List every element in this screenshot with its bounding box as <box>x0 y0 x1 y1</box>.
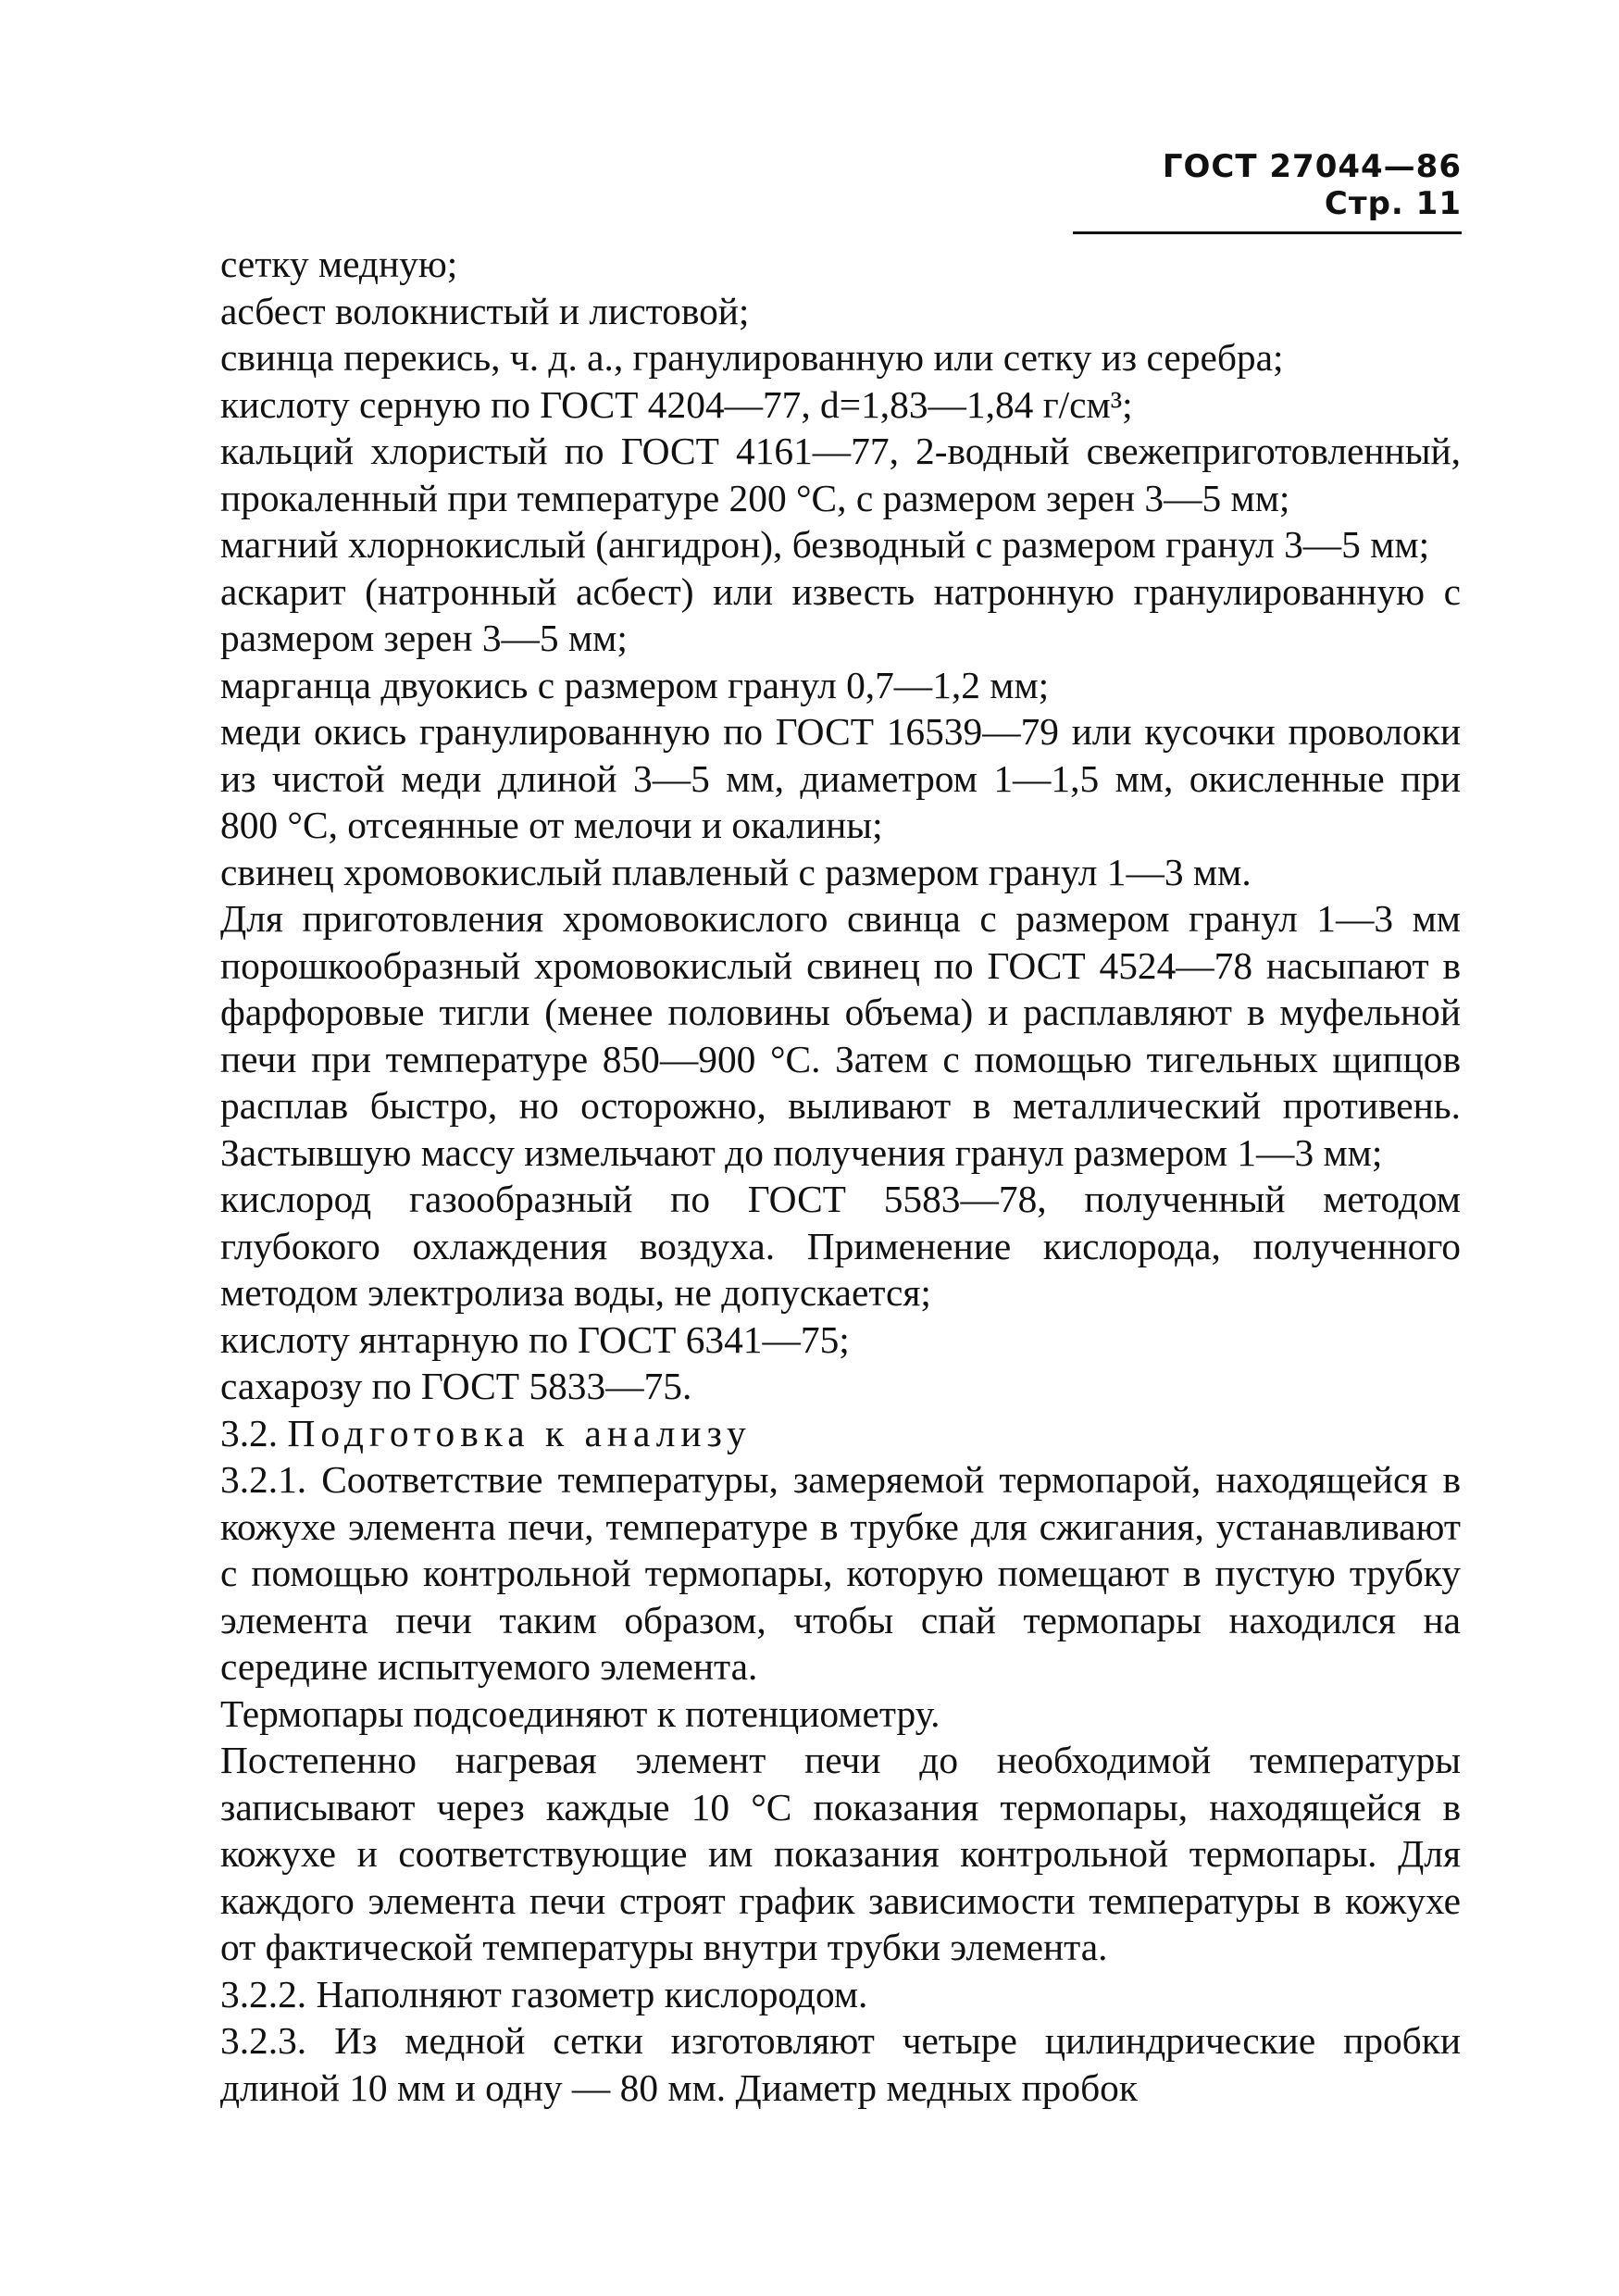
material-item: кальций хлористый по ГОСТ 4161—77, 2-водный свежеприготовленный, прокаленный при температуре 200 °С, с размером зерен 3—5 мм; <box>220 430 1461 519</box>
section-number: 3.2. <box>220 1411 279 1454</box>
paragraph: 3.2.3. Из медной сетки изготовляют четыре цилиндрические пробки длиной 10 мм и одну — 80 мм. Диаметр медных пробок <box>220 2019 1461 2109</box>
material-item: кислород газообразный по ГОСТ 5583—78, полученный методом глубокого охлаждения воздуха. Применение кислорода, полученного методом электролиза воды, не допускается; <box>220 1178 1461 1314</box>
material-item: свинца перекись, ч. д. а., гранулированную или сетку из серебра; <box>220 336 1284 379</box>
section-heading <box>220 1410 1461 1457</box>
material-item: кислоту серную по ГОСТ 4204—77, d=1,83—1,84 г/см³; <box>220 382 1133 426</box>
material-item: асбест волокнистый и листовой; <box>220 289 750 332</box>
document-body <box>220 241 1461 2111</box>
material-item: сахарозу по ГОСТ 5833—75. <box>220 1365 692 1407</box>
material-item: марганца двуокись с размером гранул 0,7—1,2 мм; <box>220 663 1050 706</box>
material-item: аскарит (натронный асбест) или известь натронную гранулированную с размером зерен 3—5 мм; <box>220 569 1461 659</box>
material-item: свинец хромовокислый плавленый с размером гранул 1—3 мм. <box>220 850 1252 893</box>
header-text: ГОСТ 27044—86 Стр. 11 <box>1162 148 1462 222</box>
page-header <box>1073 148 1462 234</box>
material-item: магний хлорнокислый (ангидрон), безводный с размером гранул 3—5 мм; <box>220 523 1430 566</box>
section-title: Подготовка к анализу <box>287 1411 752 1454</box>
material-item: меди окись гранулированную по ГОСТ 16539—79 или кусочки проволоки из чистой меди длиной 3—5 мм, диаметром 1—1,5 мм, окисленные при 800 °С, отсеянные от мелочи и окалины; <box>220 710 1461 846</box>
paragraph: 3.2.1. Соответствие температуры, замеряемой термопарой, находящейся в кожухе элемента печи, температуре в трубке для сжигания, устанавливают с помощью контрольной термопары, которую помещают в пустую трубку элемента печи таким образом, чтобы спай термопары находился на середине испытуемого элемента. <box>220 1458 1461 1688</box>
material-item: сетку медную; <box>220 243 458 285</box>
material-item: Для приготовления хромовокислого свинца с размером гранул 1—3 мм порошкообразный хромовокислый свинец по ГОСТ 4524—78 насыпают в фарфоровые тигли (менее половины объема) и расплавляют в муфельной печи при температуре 850—900 °С. Затем с помощью тигельных щипцов расплав быстро, но осторожно, выливают в металлический противень. Застывшую массу измельчают до получения гранул размером 1—3 мм; <box>220 897 1461 1174</box>
paragraph: Термопары подсоединяют к потенциометру. <box>220 1691 940 1735</box>
paragraph: 3.2.2. Наполняют газометр кислородом. <box>220 1972 868 2015</box>
material-item: кислоту янтарную по ГОСТ 6341—75; <box>220 1317 850 1361</box>
paragraph: Постепенно нагревая элемент печи до необходимой температуры записывают через каждые 10 °С показания термопары, находящейся в кожухе и соответствующие им показания контрольной термопары. Для каждого элемента печи строят график зависимости температуры в кожухе от фактической температуры внутри трубки элемента. <box>220 1739 1461 1968</box>
